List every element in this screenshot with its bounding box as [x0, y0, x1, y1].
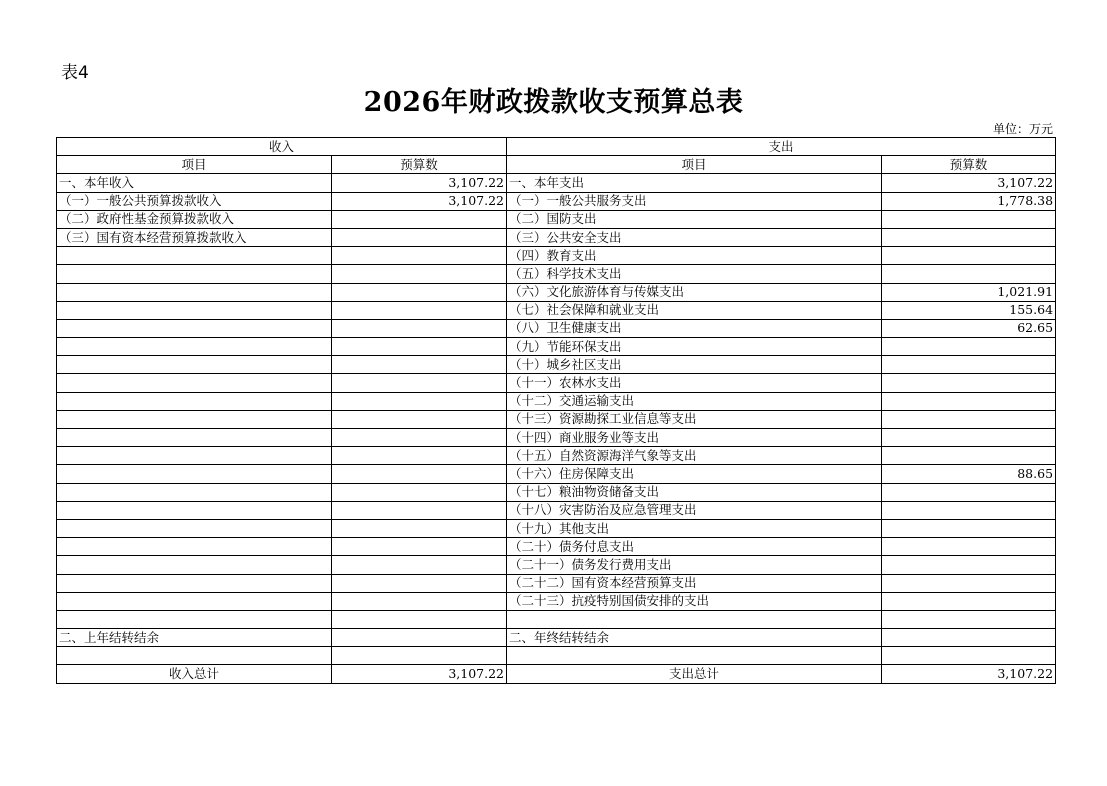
expense-budget-header: 预算数: [882, 156, 1056, 174]
expense-amount-cell: [882, 538, 1056, 556]
table-row: [57, 556, 1056, 574]
income-item-cell: [57, 410, 332, 428]
expense-item-cell: （二十一）债务发行费用支出: [507, 556, 882, 574]
expense-amount-cell: [882, 410, 1056, 428]
expense-amount-cell: [882, 210, 1056, 228]
expense-amount-cell: [882, 429, 1056, 447]
income-item-cell: [57, 647, 332, 665]
income-amount-cell: [332, 247, 507, 265]
expense-amount-cell: [882, 392, 1056, 410]
income-item-cell: [57, 501, 332, 519]
expense-amount-cell: [882, 610, 1056, 628]
table-row: [57, 410, 1056, 428]
expense-item-cell: [507, 610, 882, 628]
income-item-cell: [57, 610, 332, 628]
expense-item-cell: （十九）其他支出: [507, 519, 882, 537]
income-amount-cell: [332, 374, 507, 392]
income-item-header: 项目: [57, 156, 332, 174]
income-amount-cell: [332, 429, 507, 447]
expense-total-amount: 3,107.22: [882, 665, 1056, 683]
expense-amount-cell: 88.65: [882, 465, 1056, 483]
expense-amount-cell: [882, 356, 1056, 374]
expense-item-cell: （十四）商业服务业等支出: [507, 429, 882, 447]
expense-item-cell: （三）公共安全支出: [507, 228, 882, 246]
expense-amount-cell: [882, 228, 1056, 246]
table-row: [57, 301, 1056, 319]
section-header-row: [57, 138, 1056, 156]
expense-item-cell: （十七）粮油物资储备支出: [507, 483, 882, 501]
income-item-cell: [57, 301, 332, 319]
income-amount-cell: [332, 301, 507, 319]
expense-item-cell: （十一）农林水支出: [507, 374, 882, 392]
income-item-cell: （二）政府性基金预算拨款收入: [57, 210, 332, 228]
expense-amount-cell: [882, 629, 1056, 647]
income-amount-cell: [332, 465, 507, 483]
income-item-cell: [57, 429, 332, 447]
expense-item-cell: （一）一般公共服务支出: [507, 192, 882, 210]
income-total-label: 收入总计: [57, 665, 332, 683]
expense-item-cell: （二十）债务付息支出: [507, 538, 882, 556]
expense-amount-cell: 1,778.38: [882, 192, 1056, 210]
income-amount-cell: [332, 283, 507, 301]
table-row: [57, 392, 1056, 410]
expense-item-cell: （八）卫生健康支出: [507, 319, 882, 337]
income-item-cell: [57, 447, 332, 465]
expense-amount-cell: [882, 501, 1056, 519]
expense-amount-cell: [882, 374, 1056, 392]
table-row: [57, 247, 1056, 265]
income-amount-cell: [332, 392, 507, 410]
expense-amount-cell: [882, 647, 1056, 665]
table-row: [57, 319, 1056, 337]
expense-amount-cell: 155.64: [882, 301, 1056, 319]
expense-item-cell: （十三）资源勘探工业信息等支出: [507, 410, 882, 428]
budget-summary-table: [56, 137, 1056, 684]
income-amount-cell: [332, 538, 507, 556]
income-item-cell: [57, 538, 332, 556]
expense-item-cell: （六）文化旅游体育与传媒支出: [507, 283, 882, 301]
unit-label: 单位：万元: [992, 122, 1053, 136]
document-title: 2026年财政拨款收支预算总表: [363, 87, 744, 118]
expense-item-cell: （九）节能环保支出: [507, 338, 882, 356]
expense-amount-cell: [882, 265, 1056, 283]
expense-item-cell: （十八）灾害防治及应急管理支出: [507, 501, 882, 519]
table-row: [57, 519, 1056, 537]
expense-item-cell: （十）城乡社区支出: [507, 356, 882, 374]
income-amount-cell: [332, 447, 507, 465]
expense-item-cell: （二十二）国有资本经营预算支出: [507, 574, 882, 592]
table-row: [57, 356, 1056, 374]
expense-amount-cell: [882, 483, 1056, 501]
column-header-row: [57, 156, 1056, 174]
expense-amount-cell: [882, 447, 1056, 465]
income-item-cell: [57, 356, 332, 374]
table-row: [57, 574, 1056, 592]
table-row: [57, 465, 1056, 483]
income-budget-header: 预算数: [332, 156, 507, 174]
table-row: [57, 483, 1056, 501]
expense-amount-cell: [882, 556, 1056, 574]
income-amount-cell: [332, 592, 507, 610]
income-amount-cell: [332, 210, 507, 228]
income-amount-cell: [332, 338, 507, 356]
expense-amount-cell: [882, 574, 1056, 592]
income-item-cell: [57, 265, 332, 283]
income-item-cell: [57, 519, 332, 537]
expense-item-cell: （二十三）抗疫特别国债安排的支出: [507, 592, 882, 610]
expense-item-cell: （十六）住房保障支出: [507, 465, 882, 483]
expense-item-cell: （五）科学技术支出: [507, 265, 882, 283]
income-amount-cell: [332, 501, 507, 519]
expense-item-cell: （十五）自然资源海洋气象等支出: [507, 447, 882, 465]
income-item-cell: [57, 574, 332, 592]
table-number: 表4: [61, 63, 89, 83]
income-item-cell: [57, 392, 332, 410]
income-amount-cell: [332, 265, 507, 283]
table-row: [57, 647, 1056, 665]
table-row: [57, 629, 1056, 647]
table-row: [57, 338, 1056, 356]
expense-amount-cell: 1,021.91: [882, 283, 1056, 301]
income-item-cell: （三）国有资本经营预算拨款收入: [57, 228, 332, 246]
expense-item-cell: 二、年终结转结余: [507, 629, 882, 647]
expense-amount-cell: 3,107.22: [882, 174, 1056, 192]
income-item-cell: [57, 592, 332, 610]
expense-item-cell: （七）社会保障和就业支出: [507, 301, 882, 319]
income-amount-cell: [332, 519, 507, 537]
income-item-cell: [57, 556, 332, 574]
table-body: [57, 174, 1056, 665]
expense-total-label: 支出总计: [507, 665, 882, 683]
table-row: [57, 174, 1056, 192]
income-amount-cell: [332, 610, 507, 628]
expense-item-cell: （二）国防支出: [507, 210, 882, 228]
income-item-cell: 一、本年收入: [57, 174, 332, 192]
income-item-cell: [57, 338, 332, 356]
expense-item-cell: 一、本年支出: [507, 174, 882, 192]
table-row: [57, 447, 1056, 465]
income-item-cell: [57, 483, 332, 501]
income-amount-cell: [332, 647, 507, 665]
income-item-cell: [57, 374, 332, 392]
expense-amount-cell: 62.65: [882, 319, 1056, 337]
income-amount-cell: [332, 574, 507, 592]
expense-section-header: 支出: [507, 138, 1056, 156]
income-amount-cell: [332, 319, 507, 337]
income-total-amount: 3,107.22: [332, 665, 507, 683]
expense-amount-cell: [882, 338, 1056, 356]
income-item-cell: [57, 319, 332, 337]
table-row: [57, 538, 1056, 556]
table-row: [57, 210, 1056, 228]
income-amount-cell: [332, 410, 507, 428]
income-amount-cell: [332, 556, 507, 574]
income-amount-cell: [332, 228, 507, 246]
totals-row: [57, 665, 1056, 683]
income-item-cell: [57, 465, 332, 483]
income-amount-cell: [332, 629, 507, 647]
income-item-cell: [57, 283, 332, 301]
table-row: [57, 283, 1056, 301]
table-row: [57, 610, 1056, 628]
table-row: [57, 501, 1056, 519]
table-row: [57, 429, 1056, 447]
income-item-cell: 二、上年结转结余: [57, 629, 332, 647]
expense-amount-cell: [882, 592, 1056, 610]
expense-item-cell: （十二）交通运输支出: [507, 392, 882, 410]
income-amount-cell: [332, 356, 507, 374]
table-row: [57, 228, 1056, 246]
income-item-cell: （一）一般公共预算拨款收入: [57, 192, 332, 210]
expense-amount-cell: [882, 519, 1056, 537]
table-row: [57, 265, 1056, 283]
income-section-header: 收入: [57, 138, 507, 156]
income-amount-cell: [332, 483, 507, 501]
income-item-cell: [57, 247, 332, 265]
expense-item-cell: [507, 647, 882, 665]
income-amount-cell: 3,107.22: [332, 174, 507, 192]
table-row: [57, 592, 1056, 610]
table-row: [57, 192, 1056, 210]
table-row: [57, 374, 1056, 392]
expense-amount-cell: [882, 247, 1056, 265]
expense-item-header: 项目: [507, 156, 882, 174]
income-amount-cell: 3,107.22: [332, 192, 507, 210]
expense-item-cell: （四）教育支出: [507, 247, 882, 265]
